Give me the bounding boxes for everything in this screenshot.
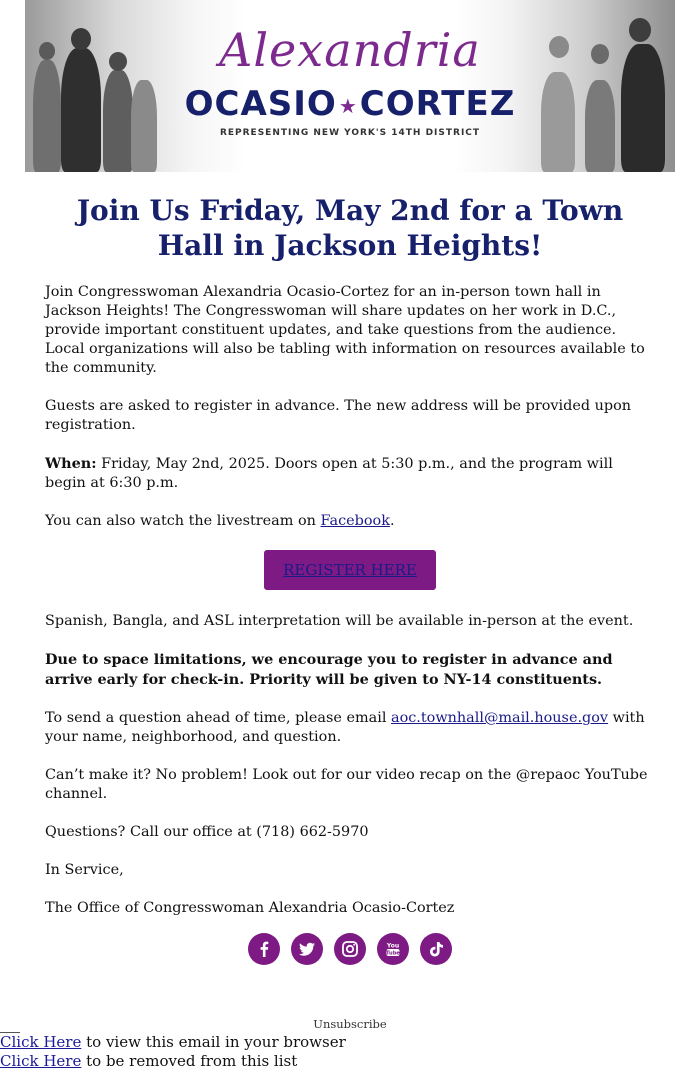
svg-text:You: You (387, 942, 400, 950)
banner-name-last: CORTEZ (359, 84, 516, 124)
question-prefix: To send a question ahead of time, please email (45, 710, 391, 726)
social-links (0, 933, 700, 965)
space-notice (45, 650, 655, 690)
register-button[interactable]: REGISTER HERE (264, 550, 436, 590)
email-body (45, 283, 655, 937)
livestream-paragraph (45, 512, 655, 531)
when-label: When: (45, 455, 97, 472)
youtube-icon[interactable] (377, 933, 409, 965)
when-paragraph (45, 454, 655, 493)
facebook-link[interactable]: Facebook (320, 513, 390, 529)
space-notice-text: Due to space limitations, we encourage you to register in advance and arrive early for check-in. Priority will be given to NY-14 constituents. (45, 651, 613, 688)
livestream-suffix: . (389, 513, 395, 529)
when-text: Friday, May 2nd, 2025. Doors open at 5:30 p.m., and the program will begin at 6:30 p.m. (45, 456, 613, 491)
register-note: Guests are asked to register in advance. The new address will be provided upon registration. (45, 398, 632, 433)
question-suffix: with your name, neighborhood, and question. (45, 710, 645, 745)
banner-name-first: OCASIO (184, 84, 337, 124)
intro-paragraph: Join Congresswoman Alexandria Ocasio-Cortez for an in-person town hall in Jackson Heights! The Congresswoman will share updates on her work in D.C., provide important constituent updates, and take questions from the audience. Local organizations will also be tabling with information on resources available to the community. (45, 284, 645, 376)
recap-paragraph: Can’t make it? No problem! Look out for our video recap on the @repaoc YouTube channel. (45, 767, 648, 802)
question-paragraph (45, 709, 655, 747)
twitter-icon[interactable] (291, 933, 323, 965)
question-email-link[interactable]: aoc.townhall@mail.house.gov (391, 710, 609, 726)
livestream-prefix: You can also watch the livestream on (45, 513, 321, 529)
instagram-icon[interactable] (334, 933, 366, 965)
remove-from-list-line (0, 1052, 346, 1071)
star-icon: ★ (338, 93, 358, 118)
view-in-browser-text: to view this email in your browser (81, 1033, 346, 1051)
facebook-icon[interactable] (248, 933, 280, 965)
header-banner (25, 0, 675, 172)
footer-links (0, 1033, 346, 1071)
remove-from-list-link[interactable]: Click Here (0, 1052, 82, 1070)
signature-paragraph: The Office of Congresswoman Alexandria Ocasio-Cortez (45, 900, 455, 916)
closing-paragraph: In Service, (45, 862, 124, 878)
interpretation-paragraph: Spanish, Bangla, and ASL interpretation will be available in-person at the event. (45, 613, 634, 629)
banner-district: REPRESENTING NEW YORK'S 14TH DISTRICT (219, 128, 481, 138)
banner-block-name (25, 84, 675, 126)
unsubscribe-label[interactable]: Unsubscribe (313, 1017, 387, 1031)
phone-paragraph: Questions? Call our office at (718) 662-5970 (45, 824, 369, 840)
view-in-browser-line (0, 1033, 346, 1052)
svg-text:Tube: Tube (386, 950, 401, 957)
register-button-wrap (45, 550, 655, 590)
banner-script-name: Alexandria (219, 23, 481, 77)
view-in-browser-link[interactable]: Click Here (0, 1033, 82, 1051)
remove-from-list-text: to be removed from this list (81, 1052, 298, 1070)
page-title: Join Us Friday, May 2nd for a Town Hall in Jackson Heights! (76, 194, 624, 262)
tiktok-icon[interactable] (420, 933, 452, 965)
